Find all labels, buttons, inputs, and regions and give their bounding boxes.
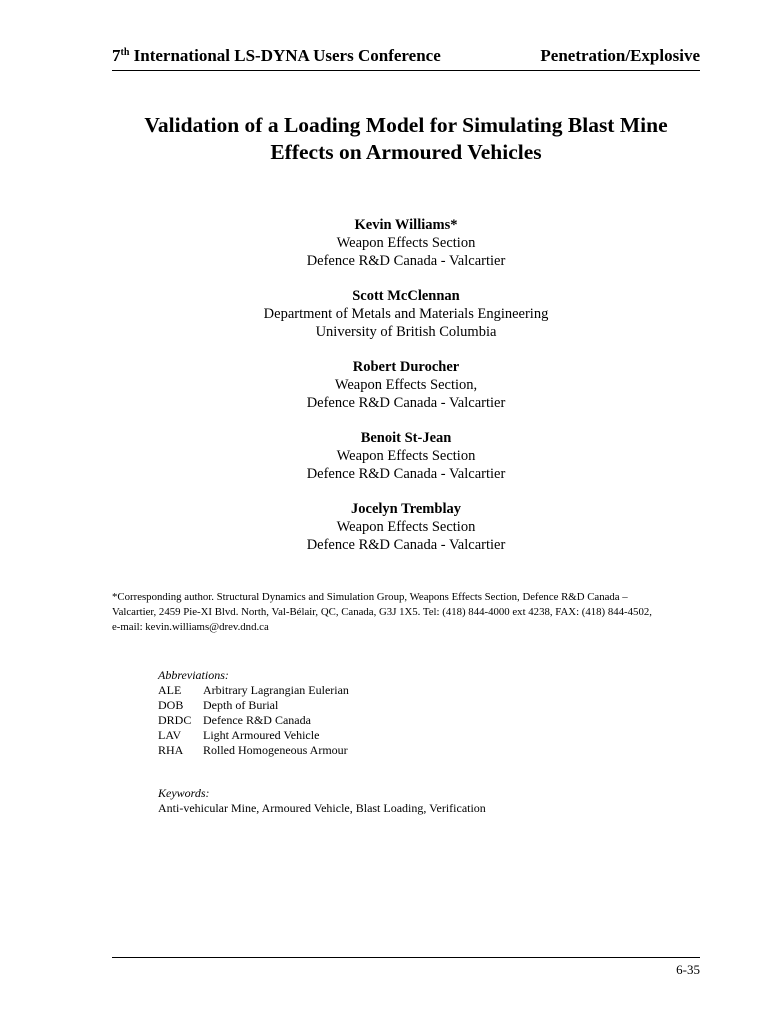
abbreviation-meaning: Rolled Homogeneous Armour <box>203 743 348 757</box>
abbreviation-row <box>158 728 349 743</box>
author-affiliation: Department of Metals and Materials Engineering <box>263 306 549 322</box>
author-institution: Defence R&D Canada - Valcartier <box>306 537 506 553</box>
author-block <box>112 216 700 270</box>
author-name: Robert Durocher <box>352 359 460 375</box>
paper-title-line-2: Effects on Armoured Vehicles <box>270 140 542 164</box>
abbreviation-meaning: Defence R&D Canada <box>203 713 311 727</box>
corresponding-author-footnote <box>112 590 702 635</box>
author-name: Jocelyn Tremblay <box>351 501 461 517</box>
paper-title-line-1: Validation of a Loading Model for Simulating Blast Mine <box>144 113 668 137</box>
abbreviation-meaning: Depth of Burial <box>203 698 279 712</box>
abbreviation-code: DRDC <box>158 713 192 727</box>
page-number: 6-35 <box>676 962 700 977</box>
author-affiliation: Weapon Effects Section <box>336 235 476 251</box>
footnote-email-line: e-mail: kevin.williams@drev.dnd.ca <box>112 621 269 633</box>
author-block <box>112 287 700 341</box>
author-affiliation: Weapon Effects Section <box>336 519 476 535</box>
section-name: Penetration/Explosive <box>540 46 700 65</box>
keywords-section <box>158 786 486 816</box>
author-block <box>112 500 700 554</box>
abbreviation-code: ALE <box>158 683 182 697</box>
keywords-list: Anti-vehicular Mine, Armoured Vehicle, Blast Loading, Verification <box>158 801 486 815</box>
abbreviation-code: LAV <box>158 728 182 742</box>
conference-number: 7 <box>112 46 121 65</box>
author-name: Benoit St-Jean <box>360 430 452 446</box>
author-institution: Defence R&D Canada - Valcartier <box>306 395 506 411</box>
footnote-line: Valcartier, 2459 Pie-XI Blvd. North, Val-Bélair, QC, Canada, G3J 1X5. Tel: (418) 844-4000 ext 4238, FAX: (418) 844-4502, <box>112 606 652 618</box>
paper-title <box>112 112 700 166</box>
conference-title: International LS-DYNA Users Conference <box>129 46 441 65</box>
author-block <box>112 358 700 412</box>
abbreviation-code: DOB <box>158 698 184 712</box>
author-name: Scott McClennan <box>352 288 460 304</box>
conference-ordinal-suffix: th <box>120 47 130 58</box>
author-institution: Defence R&D Canada - Valcartier <box>306 253 506 269</box>
author-affiliation: Weapon Effects Section, <box>334 377 478 393</box>
conference-name <box>112 46 441 66</box>
page-header <box>112 44 700 71</box>
abbreviation-row <box>158 698 349 713</box>
abbreviation-meaning: Arbitrary Lagrangian Eulerian <box>203 683 349 697</box>
abbreviation-row <box>158 683 349 698</box>
keywords-heading: Keywords: <box>158 786 210 800</box>
abbreviation-code: RHA <box>158 743 184 757</box>
author-affiliation: Weapon Effects Section <box>336 448 476 464</box>
abbreviations-heading: Abbreviations: <box>158 668 229 682</box>
footnote-line: *Corresponding author. Structural Dynamics and Simulation Group, Weapons Effects Section, Defence R&D Canada – <box>112 591 628 603</box>
author-block <box>112 429 700 483</box>
abbreviation-row <box>158 743 349 758</box>
abbreviation-meaning: Light Armoured Vehicle <box>203 728 320 742</box>
abbreviation-row <box>158 713 349 728</box>
author-name: Kevin Williams* <box>354 217 458 233</box>
author-list <box>112 216 700 571</box>
footer-divider <box>112 957 700 958</box>
author-institution: University of British Columbia <box>315 324 497 340</box>
author-institution: Defence R&D Canada - Valcartier <box>306 466 506 482</box>
abbreviations-section <box>158 668 349 758</box>
